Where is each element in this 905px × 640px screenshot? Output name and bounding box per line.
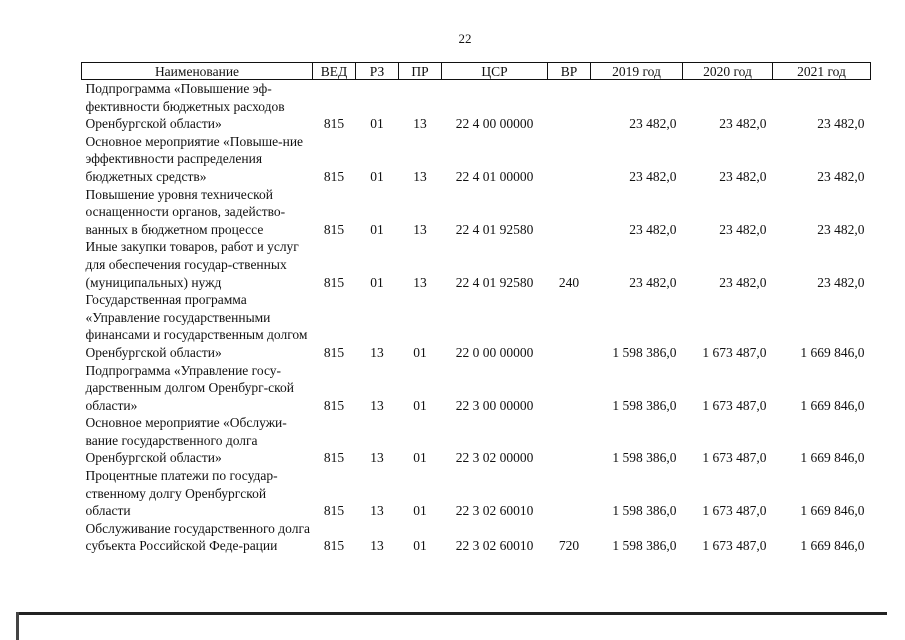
cell-csr: 22 4 01 92580 — [455, 221, 534, 237]
table-row — [82, 520, 871, 555]
cell-y2021: 1 669 846,0 — [800, 538, 865, 554]
cell-ved: 815 — [323, 168, 345, 184]
cell-y2020: 1 673 487,0 — [702, 397, 767, 413]
table-row — [82, 467, 871, 520]
cell-vr: 240 — [558, 274, 580, 290]
header-vr: ВР — [548, 63, 591, 80]
header-rz: РЗ — [356, 63, 399, 80]
cell-csr: 22 3 02 60010 — [455, 538, 534, 554]
cell-y2021: 1 669 846,0 — [800, 503, 865, 519]
table-row — [82, 414, 871, 467]
cell-name: Подпрограмма «Повышение эф-фективности бюджетных расходов Оренбургской области» — [85, 81, 285, 132]
cell-vr: 720 — [558, 538, 580, 554]
cell-name: Государственная программа «Управление государственными финансами и государственным долгом Оренбургской области» — [85, 292, 308, 360]
header-2021: 2021 год — [773, 63, 871, 80]
table-row — [82, 80, 871, 133]
table-header — [82, 63, 871, 80]
cell-name: Повышение уровня технической оснащенности органов, задейство-ванных в бюджетном процессе — [85, 186, 286, 237]
cell-y2020: 23 482,0 — [719, 221, 767, 237]
cell-y2021: 23 482,0 — [817, 168, 865, 184]
cell-pr: 13 — [413, 116, 427, 132]
table-row — [82, 238, 871, 291]
cell-pr: 13 — [413, 274, 427, 290]
cell-name: Основное мероприятие «Повыше-ние эффективности распределения бюджетных средств» — [85, 133, 304, 184]
header-2019: 2019 год — [591, 63, 683, 80]
cell-y2021: 23 482,0 — [817, 221, 865, 237]
cell-y2021: 1 669 846,0 — [800, 397, 865, 413]
cell-rz: 01 — [370, 168, 384, 184]
cell-y2021: 23 482,0 — [817, 274, 865, 290]
cell-y2021: 1 669 846,0 — [800, 450, 865, 466]
cell-y2020: 23 482,0 — [719, 274, 767, 290]
cell-y2019: 1 598 386,0 — [612, 344, 677, 360]
cell-csr: 22 4 01 00000 — [455, 168, 534, 184]
cell-name: Процентные платежи по государ-ственному долгу Оренбургской области — [85, 468, 278, 519]
cell-vr — [548, 467, 591, 520]
header-name: Наименование — [82, 63, 313, 80]
cell-name: Обслуживание государственного долга субъекта Российской Феде-рации — [85, 520, 310, 554]
cell-rz: 01 — [370, 274, 384, 290]
cell-y2021: 1 669 846,0 — [800, 344, 865, 360]
cell-csr: 22 4 00 00000 — [455, 116, 534, 132]
header-2020: 2020 год — [683, 63, 773, 80]
cell-csr: 22 0 00 00000 — [455, 344, 534, 360]
cell-csr: 22 3 02 60010 — [455, 503, 534, 519]
scan-border-edge — [16, 612, 19, 640]
cell-ved: 815 — [323, 344, 345, 360]
cell-vr — [548, 186, 591, 239]
cell-ved: 815 — [323, 274, 345, 290]
cell-rz: 13 — [370, 503, 384, 519]
cell-y2019: 1 598 386,0 — [612, 397, 677, 413]
table-row — [82, 362, 871, 415]
cell-pr: 01 — [413, 344, 427, 360]
cell-pr: 01 — [413, 450, 427, 466]
table-row — [82, 133, 871, 186]
page-number: 22 — [458, 31, 472, 46]
cell-rz: 01 — [370, 221, 384, 237]
header-pr: ПР — [399, 63, 442, 80]
cell-pr: 01 — [413, 503, 427, 519]
cell-y2019: 1 598 386,0 — [612, 450, 677, 466]
cell-y2020: 1 673 487,0 — [702, 538, 767, 554]
cell-name: Иные закупки товаров, работ и услуг для обеспечения государ-ственных (муниципальных) нужд — [85, 239, 299, 290]
cell-ved: 815 — [323, 538, 345, 554]
cell-y2020: 23 482,0 — [719, 168, 767, 184]
cell-ved: 815 — [323, 116, 345, 132]
cell-csr: 22 3 02 00000 — [455, 450, 534, 466]
header-row — [82, 63, 871, 80]
cell-y2019: 1 598 386,0 — [612, 503, 677, 519]
cell-y2019: 23 482,0 — [629, 274, 677, 290]
cell-csr: 22 4 01 92580 — [455, 274, 534, 290]
budget-table — [81, 62, 871, 555]
cell-pr: 13 — [413, 168, 427, 184]
cell-y2019: 1 598 386,0 — [612, 538, 677, 554]
cell-vr — [548, 414, 591, 467]
cell-csr: 22 3 00 00000 — [455, 397, 534, 413]
cell-vr — [548, 133, 591, 186]
header-ved: ВЕД — [313, 63, 356, 80]
cell-name: Подпрограмма «Управление госу-дарственным долгом Оренбург-ской области» — [85, 362, 294, 413]
cell-y2020: 1 673 487,0 — [702, 344, 767, 360]
cell-y2019: 23 482,0 — [629, 168, 677, 184]
cell-y2021: 23 482,0 — [817, 116, 865, 132]
cell-name: Основное мероприятие «Обслужи-вание государственного долга Оренбургской области» — [85, 415, 287, 466]
cell-rz: 13 — [370, 397, 384, 413]
cell-y2020: 1 673 487,0 — [702, 503, 767, 519]
cell-rz: 13 — [370, 538, 384, 554]
cell-pr: 13 — [413, 221, 427, 237]
cell-y2020: 1 673 487,0 — [702, 450, 767, 466]
cell-vr — [548, 80, 591, 133]
cell-ved: 815 — [323, 221, 345, 237]
cell-pr: 01 — [413, 397, 427, 413]
cell-pr: 01 — [413, 538, 427, 554]
table-row — [82, 291, 871, 361]
table-row — [82, 186, 871, 239]
cell-vr — [548, 291, 591, 361]
cell-ved: 815 — [323, 397, 345, 413]
cell-rz: 13 — [370, 450, 384, 466]
cell-ved: 815 — [323, 450, 345, 466]
cell-ved: 815 — [323, 503, 345, 519]
cell-y2020: 23 482,0 — [719, 116, 767, 132]
cell-rz: 13 — [370, 344, 384, 360]
table-body — [82, 80, 871, 556]
scan-border-line — [17, 612, 887, 615]
cell-y2019: 23 482,0 — [629, 221, 677, 237]
cell-rz: 01 — [370, 116, 384, 132]
cell-vr — [548, 362, 591, 415]
header-csr: ЦСР — [442, 63, 548, 80]
cell-y2019: 23 482,0 — [629, 116, 677, 132]
